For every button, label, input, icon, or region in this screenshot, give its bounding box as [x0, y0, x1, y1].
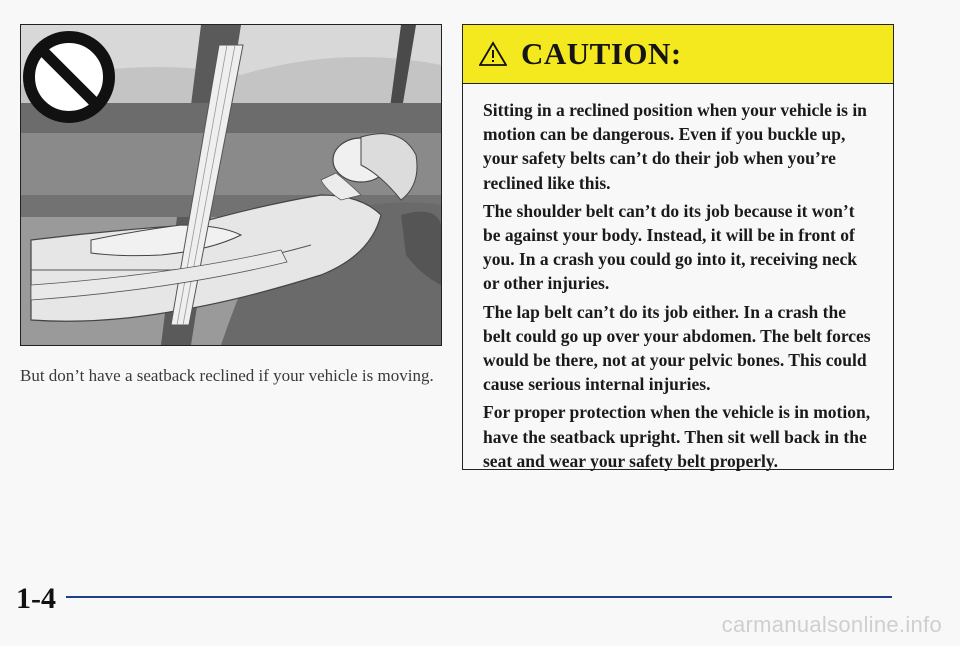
caution-paragraph: For proper protection when the vehicle is in motion, have the seatback upright. Then sit well back in the seat and wear your safety belt properly. [483, 402, 871, 471]
caution-body [463, 84, 893, 473]
caution-header [463, 25, 893, 84]
caution-title: CAUTION: [521, 36, 682, 71]
warning-triangle-icon [479, 41, 507, 67]
caution-paragraph: The lap belt can’t do its job either. In a crash the belt could go up over your abdomen. The belt forces would be there, not at your pelvic bones. This could cause serious internal injuries. [483, 301, 871, 395]
body-text: But don’t have a seatback reclined if your vehicle is moving. [20, 366, 434, 385]
watermark: carmanualsonline.info [721, 612, 942, 637]
page-number: 1-4 [16, 582, 56, 615]
reclined-seat-illustration [20, 24, 442, 346]
footer-rule [66, 596, 892, 598]
caution-box [462, 24, 894, 470]
caution-paragraph: Sitting in a reclined position when your vehicle is in motion can be dangerous. Even if you buckle up, your safety belts can’t do their job when you’re reclined like this. [483, 100, 867, 193]
reclined-passenger-image [21, 25, 441, 345]
caution-paragraph: The shoulder belt can’t do its job because it won’t be against your body. Instead, it will be in front of you. In a crash you could go into it, receiving neck or other injuries. [483, 200, 858, 294]
